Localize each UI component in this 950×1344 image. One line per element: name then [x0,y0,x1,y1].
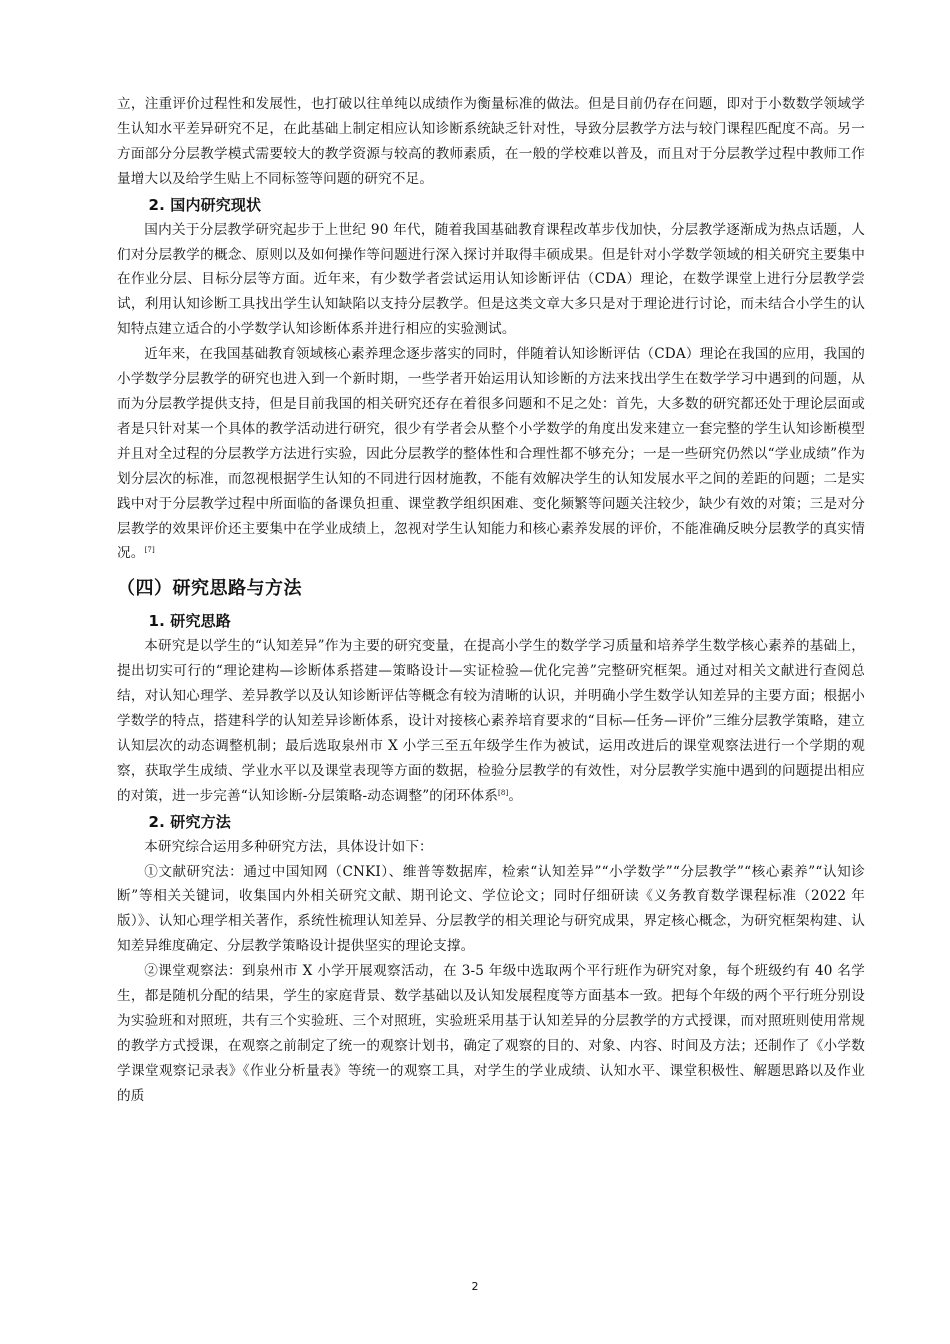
heading-research-method: 2. 研究方法 [148,812,231,831]
citation-7: [7] [144,546,155,555]
paragraph-domestic-1: 国内关于分层教学研究起步于上世纪 90 年代，随着我国基础教育课程改革步伐加快，分层教学逐渐成为热点话题，人们对分层教学的概念、原则以及如何操作等问题进行深入探讨并取得丰硕成果。但是针对小学数学领域的相关研究主要集中在作业分层、目标分层等方面。近年来，有少数学者尝试运用认知诊断评估（CDA）理论，在数学课堂上进行分层教学尝试，利用认知诊断工具找出学生认知缺陷以支持分层教学。但是这类文章大多只是对于理论进行讨论，而未结合小学生的认知特点建立适合的小学数学认知诊断体系并进行相应的实验测试。 [117,221,865,338]
paragraph-method-intro: 本研究综合运用多种研究方法，具体设计如下： [144,838,433,855]
citation-8: [8] [498,788,509,797]
paragraph-method-literature: ①文献研究法：通过中国知网（CNKI）、维普等数据库，检索“认知差异”“小学数学”“分层教学”“核心素养”“认知诊断”等相关关键词，收集国内外相关研究文献、期刊论文、学位论文；同时仔细研读《义务教育数学课程标准（2022 年版）》、认知心理学相关著作，系统性梳理认知差异、分层教学的相关理论与研究成果，界定核心概念，为研究框架构建、认知差异维度确定、分层教学策略设计提供坚实的理论支撑。 [117,863,865,955]
paragraph-research-idea-text: 本研究是以学生的“认知差异”作为主要的研究变量，在提高小学生的数学学习质量和培养学生数学核心素养的基础上，提出切实可行的“理论建构—诊断体系搭建—策略设计—实证检验—优化完善”完整研究框架。通过对相关文献进行查阅总结，对认知心理学、差异教学以及认知诊断评估等概念有较为清晰的认识，并明确小学生数学认知差异的主要方面；根据小学数学的特点，搭建科学的认知差异诊断体系，设计对接核心素养培育要求的“目标—任务—评价”三维分层教学策略，建立认知层次的动态调整机制；最后选取泉州市 X 小学三至五年级学生作为被试，运用改进后的课堂观察法进行一个学期的观察，获取学生成绩、学业水平以及课堂表现等方面的数据，检验分层教学的有效性，对分层教学实施中遇到的问题提出相应的对策，进一步完善“认知诊断-分层策略-动态调整”的闭环体系 [117,638,865,804]
section-heading-research-approach: （四）研究思路与方法 [117,578,302,600]
page-body [117,92,865,1109]
paragraph-domestic-2 [117,342,865,566]
paragraph-continued: 立，注重评价过程性和发展性，也打破以往单纯以成绩作为衡量标准的做法。但是目前仍存在问题，即对于小数数学领域学生认知水平差异研究不足，在此基础上制定相应认知诊断系统缺乏针对性，导致分层教学方法与较门课程匹配度不高。另一方面部分分层教学模式需要较大的教学资源与较高的教师素质，在一般的学校难以普及，而且对于分层教学过程中教师工作量增大以及给学生贴上不同标签等问题的研究不足。 [117,96,865,187]
paragraph-research-idea-end: 。 [508,787,523,804]
page-number: 2 [471,1280,479,1293]
heading-domestic-research: 2. 国内研究现状 [148,195,262,214]
paragraph-domestic-2-text: 近年来，在我国基础教育领域核心素养理念逐步落实的同时，伴随着认知诊断评估（CDA）理论在我国的应用，我国的小学数学分层教学的研究也进入到一个新时期，一些学者开始运用认知诊断的方法来找出学生在数学学习中遇到的问题，从而为分层教学提供支持，但是目前我国的相关研究还存在着很多问题和不足之处：首先，大多数的研究都还处于理论层面或者是只针对某一个具体的教学活动进行研究，很少有学者会从整个小学数学的角度出发来建立一套完整的学生认知诊断模型并且对全过程的分层教学方法进行实验，因此分层教学的整体性和合理性都不够充分；一是一些研究仍然以“学业成绩”作为划分层次的标准，而忽视根据学生认知的不同进行因材施教，不能有效解决学生的认知发展水平之间的差距的问题；二是实践中对于分层教学过程中所面临的备课负担重、课堂教学组织困难、变化频繁等问题关注较少，缺少有效的对策；三是对分层教学的效果评价还主要集中在学业成绩上，忽视对学生认知能力和核心素养发展的评价，不能准确反映分层教学的真实情况。 [117,346,865,562]
heading-research-idea: 1. 研究思路 [148,612,231,631]
paragraph-research-idea [117,634,865,808]
paragraph-method-observation: ②课堂观察法：到泉州市 X 小学开展观察活动，在 3-5 年级中选取两个平行班作为研究对象，每个班级约有 40 名学生，都是随机分配的结果，学生的家庭背景、数学基础以及认知发展程度等方面基本一致。把每个年级的两个平行班分别设为实验班和对照班，共有三个实验班、三个对照班，实验班采用基于认知差异的分层教学的方式授课，而对照班则使用常规的教学方式授课，在观察之前制定了统一的观察计划书，确定了观察的目的、对象、内容、时间及方法；还制作了《小学数学课堂观察记录表》《作业分析量表》等统一的观察工具，对学生的学业成绩、认知水平、课堂积极性、解题思路以及作业的质 [117,963,865,1104]
